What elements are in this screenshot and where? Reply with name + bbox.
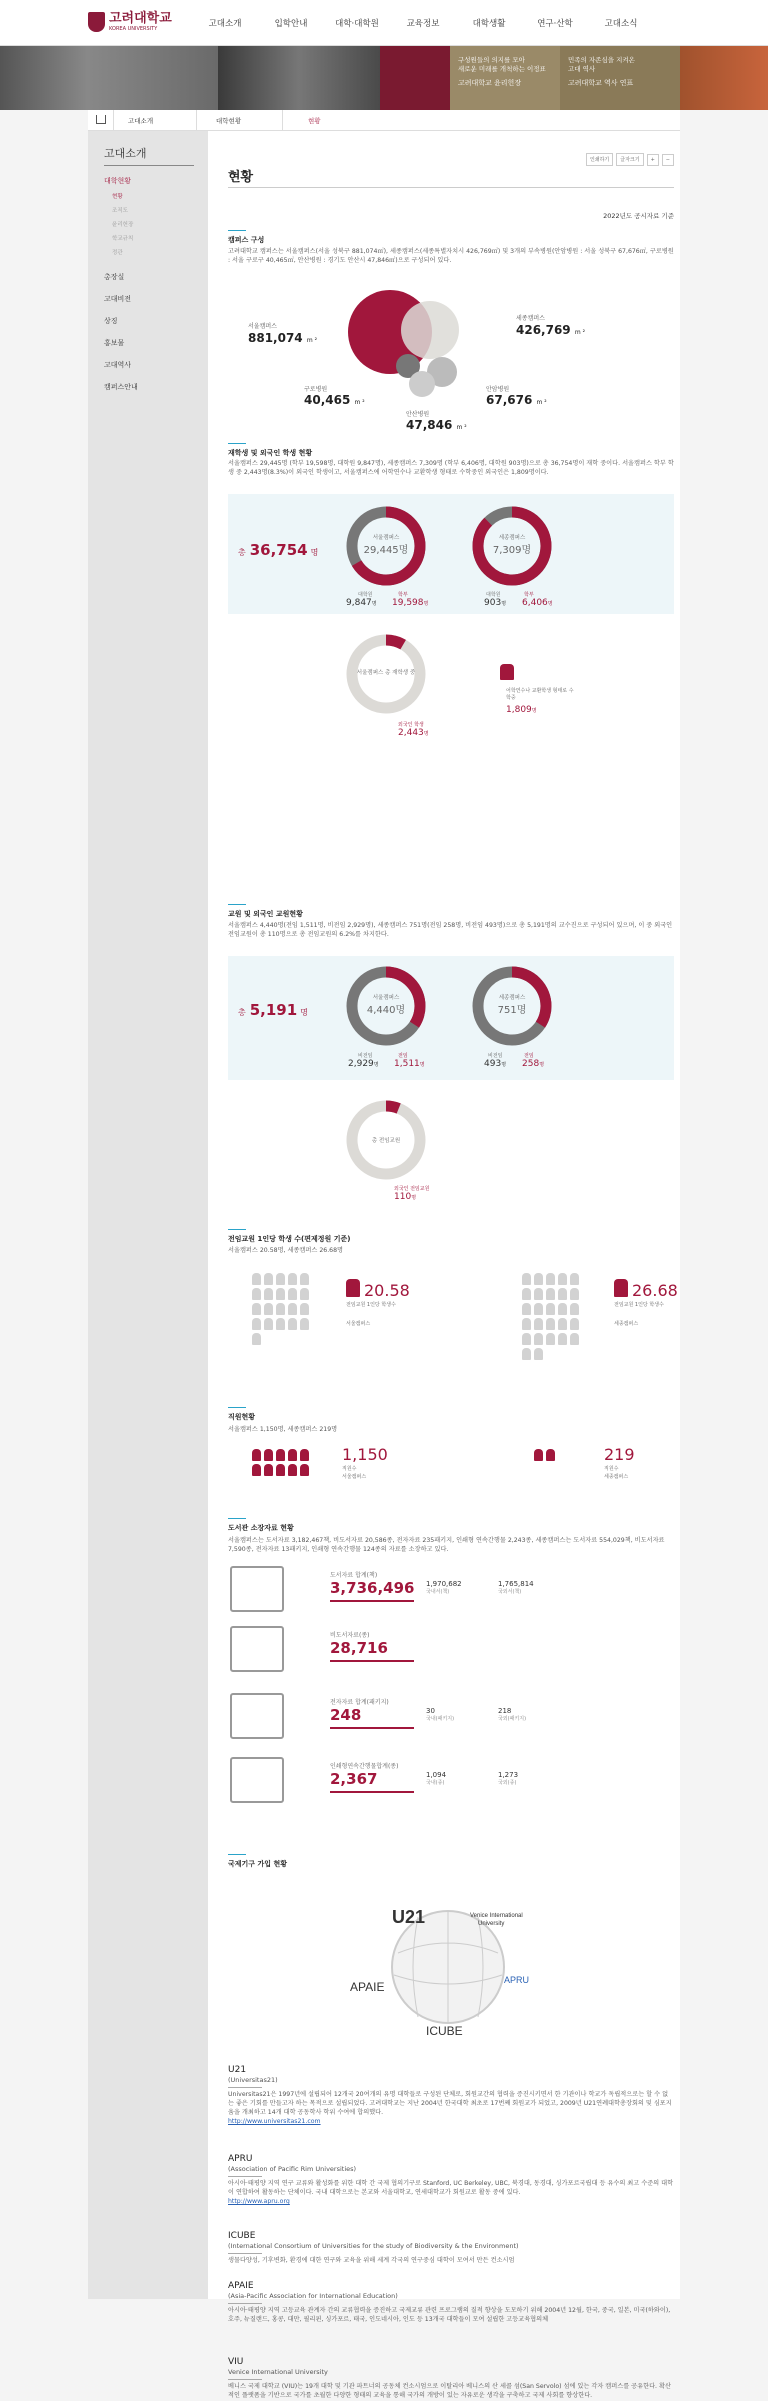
library-sub-value: 1,273 국외(종) bbox=[498, 1771, 519, 1786]
library-row-value: 248 bbox=[330, 1706, 362, 1724]
campus-value-guro: 40,465 m ² bbox=[304, 393, 365, 407]
library-icon bbox=[230, 1757, 284, 1803]
org-name: U21 bbox=[228, 2065, 247, 2075]
side-nav bbox=[88, 131, 208, 2299]
faculty-s-non-value: 2,929명 bbox=[348, 1059, 379, 1069]
library-row-label: 인쇄형연속간행물합계(종) bbox=[330, 1763, 399, 1770]
campus-label-ansan: 안산병원 bbox=[406, 411, 430, 418]
person-icon bbox=[276, 1318, 285, 1330]
side-sub-rules[interactable]: 학교규칙 bbox=[112, 236, 134, 242]
sejong-grad-value: 903명 bbox=[484, 598, 507, 608]
campus-value-anam: 67,676 m ² bbox=[486, 393, 547, 407]
breadcrumb-2[interactable]: 대학현황 bbox=[216, 117, 242, 125]
faculty-foreign-center: 총 전임교원 bbox=[371, 1138, 401, 1144]
person-icon bbox=[300, 1318, 309, 1330]
foreign-student-value: 2,443명 bbox=[398, 728, 429, 738]
exchange-value: 1,809명 bbox=[506, 705, 537, 715]
person-icon bbox=[276, 1449, 285, 1461]
crest-icon bbox=[88, 12, 105, 32]
library-row-underline bbox=[330, 1791, 414, 1793]
faculty-sejong-label: 세종캠퍼스 bbox=[498, 995, 526, 1001]
ratio-desc: 서울캠퍼스 20.58명, 세종캠퍼스 26.68명 bbox=[228, 1247, 344, 1254]
person-icon bbox=[546, 1303, 555, 1315]
org-full-name: (Universitas21) bbox=[228, 2076, 278, 2084]
sejong-total: 7,309명 bbox=[492, 545, 532, 556]
library-sub-value: 218 국외(패키지) bbox=[498, 1707, 527, 1722]
staff-sejong-campus: 세종캠퍼스 bbox=[604, 1474, 629, 1480]
org-name: ICUBE bbox=[228, 2231, 256, 2241]
library-sub-value: 1,094 국내(종) bbox=[426, 1771, 447, 1786]
side-item-vision[interactable]: 고대비전 bbox=[104, 295, 132, 303]
person-icon bbox=[276, 1273, 285, 1285]
org-item bbox=[228, 2065, 674, 2125]
menu-research[interactable]: 연구·산학 bbox=[537, 19, 573, 29]
person-icon bbox=[570, 1333, 579, 1345]
person-icon bbox=[522, 1348, 531, 1360]
org-full-name: (Association of Pacific Rim Universities) bbox=[228, 2165, 357, 2173]
library-sub-value: 1,970,682 국내서(책) bbox=[426, 1580, 462, 1595]
person-icon bbox=[558, 1333, 567, 1345]
menu-admission[interactable]: 입학안내 bbox=[274, 19, 308, 29]
person-icon bbox=[558, 1318, 567, 1330]
side-sub-org[interactable]: 조직도 bbox=[112, 208, 128, 214]
logo-name: 고려대학교 bbox=[109, 11, 172, 26]
org-name: APRU bbox=[228, 2154, 253, 2164]
person-icon bbox=[522, 1273, 531, 1285]
seoul-total: 29,445명 bbox=[363, 545, 409, 556]
person-icon bbox=[534, 1318, 543, 1330]
sejong-grad-label: 대학원 bbox=[486, 592, 501, 598]
staff-grid-seoul bbox=[252, 1449, 309, 1476]
main-menu bbox=[192, 17, 654, 29]
person-icon bbox=[264, 1303, 273, 1315]
side-item-status[interactable]: 대학현황 bbox=[104, 177, 132, 185]
org-item bbox=[228, 2281, 674, 2325]
library-desc: 서울캠퍼스는 도서자료 3,182,467책, 비도서자료 20,586종, 전자자료 235패키지, 인쇄형 연속간행물 2,243종, 세종캠퍼스는 도서자료 554,029책, 비도서자료 7,590종, 전자자료 13패키지, 인쇄형 연속간행물 124종의 자료를 소장하고 있다. bbox=[228, 1537, 665, 1553]
students-desc: 서울캠퍼스 29,445명 (학부 19,598명, 대학원 9,847명), 세종캠퍼스 7,309명 (학부 6,406명, 대학원 903명)으로 총 36,754명이 재학 중이다. 서울캠퍼스 학부 학생 중 2,443명(8.3%)이 외국인 학생이고, 서울캠퍼스에 어학연수나 교환학생 형태로 수학중인 외국인은 1,809명이다. bbox=[228, 460, 674, 476]
breadcrumb-1[interactable]: 고대소개 bbox=[128, 117, 154, 125]
breadcrumb bbox=[88, 110, 680, 131]
faculty-total: 총 5,191 명 bbox=[238, 1001, 308, 1019]
banner2-line1: 민족의 자존심을 지켜온 bbox=[568, 56, 635, 64]
person-icon bbox=[252, 1288, 261, 1300]
person-icon bbox=[288, 1303, 297, 1315]
staff-seoul-caption: 직원수 bbox=[342, 1466, 357, 1472]
library-icon bbox=[230, 1566, 284, 1612]
banner-photo-red bbox=[380, 46, 450, 110]
library-row-label: 전자자료 합계(패키지) bbox=[330, 1699, 389, 1706]
library-sub-value: 1,765,814 국외서(책) bbox=[498, 1580, 534, 1595]
sejong-ug-label: 학부 bbox=[524, 592, 534, 598]
faculty-j-non-label: 비전임 bbox=[488, 1053, 503, 1059]
foreign-student-label: 외국인 학생 bbox=[398, 722, 424, 728]
library-row-label: 비도서자료(종) bbox=[330, 1632, 370, 1639]
banner1-line2: 새로운 미래를 개척하는 이정표 bbox=[458, 65, 546, 74]
person-icon bbox=[546, 1288, 555, 1300]
person-icon bbox=[288, 1464, 297, 1476]
staff-title: 직원현황 bbox=[228, 1413, 256, 1421]
home-icon[interactable] bbox=[96, 115, 106, 124]
org-desc: Universitas21은 1997년에 설립되어 12개국 20여개의 유명 대학들로 구성된 단체로, 회원교간의 협력을 증진시키면서 한 기관이나 학교가 독립적으로는 할 수 없는 좋은 기회를 만들고자 하는 목적으로 설립되었다. 고려대학교는 지난 2004년 한국대학 최초로 17번째 회원교가 되었고, 2009년 U21연례대학총장회의 및 심포지움을 개최하고 14개 대학 공동학사 학위 수여에 합의했다. bbox=[228, 2091, 672, 2116]
person-icon bbox=[558, 1273, 567, 1285]
person-icon bbox=[264, 1318, 273, 1330]
person-icon bbox=[522, 1318, 531, 1330]
org-item bbox=[228, 2231, 674, 2266]
org-name: APAIE bbox=[228, 2281, 254, 2291]
person-icon bbox=[546, 1273, 555, 1285]
library-row-value: 3,736,496 bbox=[330, 1579, 415, 1597]
font-minus-button[interactable]: − bbox=[662, 154, 674, 166]
library-row-value: 28,716 bbox=[330, 1639, 388, 1657]
banner-photo-right bbox=[680, 46, 768, 110]
org-desc: 아시아·태평양 지역 연구 교류와 활성화를 위한 대학 간 국제 협의기구로 Stanford, UC Berkeley, UBC, 북경대, 동경대, 싱가포르국립대 등 유수의 최고 수준의 대학이 연합하여 활동하는 단체이다. 국내 대학으로는 본교와 서울대학교, 연세대학교가 회원교로 활동 중에 있다. bbox=[228, 2180, 674, 2196]
person-icon bbox=[534, 1333, 543, 1345]
person-icon bbox=[534, 1449, 543, 1461]
person-icon bbox=[252, 1303, 261, 1315]
person-icon bbox=[252, 1333, 261, 1345]
library-icon bbox=[230, 1626, 284, 1672]
staff-grid-sejong bbox=[534, 1449, 555, 1461]
person-icon bbox=[288, 1288, 297, 1300]
logo-viu: Venice International bbox=[470, 1913, 523, 1919]
person-icon bbox=[522, 1333, 531, 1345]
ratio-seoul-campus: 서울캠퍼스 bbox=[346, 1321, 371, 1327]
ratio-sejong-value: 26.68 bbox=[632, 1281, 678, 1300]
campus-value-sejong: 426,769 m ² bbox=[516, 323, 586, 337]
faculty-title: 교원 및 외국인 교원현황 bbox=[228, 910, 303, 918]
banner-photo-left bbox=[0, 46, 218, 110]
person-icon bbox=[300, 1273, 309, 1285]
logo-apru: APRU bbox=[504, 1975, 530, 1985]
seoul-grad-value: 9,847명 bbox=[346, 598, 377, 608]
faculty-seoul-label: 서울캠퍼스 bbox=[372, 995, 400, 1001]
campus-desc: 고려대학교 캠퍼스는 서울캠퍼스(서울 성북구 881,074㎡), 세종캠퍼스(세종특별자치시 426,769㎡) 및 3개의 부속병원(안암병원 : 서울 성북구 67,676㎡, 구로병원 : 서울 구로구 40,465㎡, 안산병원 : 경기도 안산시 47,846㎡)으로 구성되어 있다. bbox=[228, 248, 674, 264]
org-item bbox=[228, 2154, 674, 2205]
exchange-label: 어학연수나 교환학생 형태로 수학중 bbox=[506, 688, 574, 701]
intl-logo-globe bbox=[348, 1893, 548, 2038]
breadcrumb-3[interactable]: 현황 bbox=[308, 117, 321, 125]
person-icon bbox=[570, 1288, 579, 1300]
org-name: VIU bbox=[228, 2357, 244, 2367]
person-icon bbox=[252, 1273, 261, 1285]
side-sub-ethics[interactable]: 윤리헌장 bbox=[112, 222, 134, 228]
font-plus-button[interactable]: + bbox=[647, 154, 659, 166]
library-icon bbox=[230, 1693, 284, 1739]
person-icon bbox=[558, 1303, 567, 1315]
ratio-seoul-value: 20.58 bbox=[364, 1281, 410, 1300]
staff-seoul-value: 1,150 bbox=[342, 1445, 388, 1464]
faculty-foreign-label: 외국인 전임교원 bbox=[394, 1186, 430, 1192]
base-year: 2022년도 공시자료 기준 bbox=[603, 212, 674, 220]
person-icon bbox=[276, 1464, 285, 1476]
person-icon bbox=[570, 1273, 579, 1285]
person-icon bbox=[276, 1303, 285, 1315]
faculty-j-full-value: 258명 bbox=[522, 1059, 545, 1069]
banner1-line1: 구성원들의 의지를 모아 bbox=[458, 56, 525, 64]
faculty-seoul-total: 4,440명 bbox=[366, 1005, 406, 1016]
banner2-title: 고려대학교 역사 연표 bbox=[568, 78, 634, 87]
bubble-sejong bbox=[401, 301, 459, 359]
person-icon bbox=[300, 1303, 309, 1315]
campus-value-seoul: 881,074 m ² bbox=[248, 331, 318, 345]
person-icon bbox=[300, 1449, 309, 1461]
person-icon bbox=[252, 1464, 261, 1476]
person-icon bbox=[288, 1273, 297, 1285]
person-icon bbox=[264, 1288, 273, 1300]
side-item-campus[interactable]: 캠퍼스안내 bbox=[104, 383, 138, 391]
seoul-ug-label: 학부 bbox=[398, 592, 408, 598]
person-icon bbox=[558, 1288, 567, 1300]
person-icon bbox=[276, 1288, 285, 1300]
staff-seoul-campus: 서울캠퍼스 bbox=[342, 1474, 367, 1480]
person-icon bbox=[500, 664, 514, 680]
menu-campus-life[interactable]: 대학생활 bbox=[472, 19, 506, 29]
ratio-sejong-caption: 전임교원 1인당 학생수 bbox=[614, 1302, 664, 1308]
person-icon bbox=[264, 1449, 273, 1461]
person-icon bbox=[288, 1318, 297, 1330]
toolbar bbox=[586, 153, 674, 166]
banner-link-history[interactable] bbox=[560, 46, 680, 110]
person-icon bbox=[264, 1464, 273, 1476]
library-title: 도서관 소장자료 현황 bbox=[228, 1524, 294, 1532]
library-row-underline bbox=[330, 1660, 414, 1662]
library-row-underline bbox=[330, 1727, 414, 1729]
sejong-ug-value: 6,406명 bbox=[522, 598, 553, 608]
side-item-symbol[interactable]: 상징 bbox=[104, 317, 118, 325]
seoul-label: 서울캠퍼스 bbox=[372, 535, 400, 541]
ratio-grid-seoul bbox=[252, 1273, 309, 1345]
staff-sejong-value: 219 bbox=[604, 1445, 635, 1464]
person-icon bbox=[522, 1288, 531, 1300]
person-icon bbox=[522, 1303, 531, 1315]
person-icon bbox=[570, 1303, 579, 1315]
university-logo[interactable] bbox=[88, 12, 172, 32]
menu-education[interactable]: 교육정보 bbox=[406, 19, 440, 29]
org-item bbox=[228, 2357, 674, 2401]
faculty-s-full-value: 1,511명 bbox=[394, 1059, 425, 1069]
banner-link-ethics[interactable] bbox=[450, 46, 560, 110]
ratio-title: 전임교원 1인당 학생 수(편제정원 기준) bbox=[228, 1235, 351, 1243]
faculty-s-non-label: 비전임 bbox=[358, 1053, 373, 1059]
person-icon bbox=[534, 1303, 543, 1315]
person-icon bbox=[264, 1273, 273, 1285]
campus-label-seoul: 서울캠퍼스 bbox=[248, 323, 277, 330]
foreign-center-label: 서울캠퍼스 총 재학생 중 bbox=[356, 670, 416, 676]
side-item-pr[interactable]: 홍보물 bbox=[104, 339, 125, 347]
org-link[interactable]: http://www.universitas21.com bbox=[228, 2117, 321, 2125]
side-sub-charter[interactable]: 정관 bbox=[112, 250, 123, 256]
faculty-j-full-label: 전임 bbox=[524, 1053, 534, 1059]
ratio-seoul-person-icon bbox=[346, 1279, 360, 1297]
person-icon bbox=[300, 1464, 309, 1476]
menu-news[interactable]: 고대소식 bbox=[604, 19, 638, 29]
svg-text:University: University bbox=[478, 1921, 505, 1927]
faculty-sejong-total: 751명 bbox=[497, 1005, 527, 1016]
bubble-ansan bbox=[409, 371, 435, 397]
person-icon bbox=[534, 1288, 543, 1300]
logo-icube: ICUBE bbox=[426, 2024, 463, 2038]
org-desc: 아시아·태평양 지역 고등교육 관계자 간의 교류협력을 증진하고 국제교류 관련 프로그램의 질적 향상을 도모하기 위해 2004년 12월, 한국, 중국, 일본, 미국(하와이), 호주, 뉴질랜드, 홍콩, 대만, 필리핀, 싱가포르, 태국, 인도네시아, 인도 등 13개국 대학들이 모여 설립한 고등교육협의체 bbox=[228, 2307, 671, 2323]
person-icon bbox=[252, 1318, 261, 1330]
person-icon bbox=[300, 1288, 309, 1300]
ratio-seoul-caption: 전임교원 1인당 학생수 bbox=[346, 1302, 396, 1308]
menu-about[interactable]: 고대소개 bbox=[208, 19, 242, 29]
campus-label-sejong: 세종캠퍼스 bbox=[516, 315, 545, 322]
side-item-history[interactable]: 고대역사 bbox=[104, 361, 132, 369]
banner1-title: 고려대학교 윤리헌장 bbox=[458, 78, 522, 87]
ratio-sejong-campus: 세종캠퍼스 bbox=[614, 1321, 639, 1327]
side-sub-current[interactable]: 현황 bbox=[112, 194, 123, 200]
banner2-line2: 고대 역사 bbox=[568, 65, 596, 74]
person-icon bbox=[252, 1449, 261, 1461]
students-total: 총 36,754 명 bbox=[238, 541, 319, 559]
library-row-value: 2,367 bbox=[330, 1770, 378, 1788]
campus-label-guro: 구로병원 bbox=[304, 386, 328, 393]
org-desc: 생물다양성, 기후변화, 환경에 대한 연구와 교육을 위해 세계 각국의 연구중심 대학이 모여서 만든 컨소시엄 bbox=[228, 2257, 515, 2264]
faculty-desc: 서울캠퍼스 4,440명(전임 1,511명, 비전임 2,929명), 세종캠퍼스 751명(전임 258명, 비전임 493명)으로 총 5,191명의 교수진으로 구성되어 있으며, 이 중 외국인 전임교원이 총 110명으로 총 전임교원의 6.2%를 차지한다. bbox=[228, 922, 673, 938]
main-content bbox=[208, 131, 680, 2399]
logo-sub: KOREA UNIVERSITY bbox=[109, 26, 158, 32]
library-row-underline bbox=[330, 1600, 414, 1602]
person-icon bbox=[534, 1348, 543, 1360]
person-icon bbox=[534, 1273, 543, 1285]
side-nav-title: 고대소개 bbox=[104, 147, 147, 160]
faculty-j-non-value: 493명 bbox=[484, 1059, 507, 1069]
intl-title: 국제기구 가입 현황 bbox=[228, 1860, 287, 1868]
side-item-president[interactable]: 총장실 bbox=[104, 273, 125, 281]
person-icon bbox=[546, 1333, 555, 1345]
campus-label-anam: 안암병원 bbox=[486, 386, 510, 393]
staff-sejong-caption: 직원수 bbox=[604, 1466, 619, 1472]
org-full-name: (International Consortium of Universities for the study of Biodiversity & the Environment) bbox=[228, 2242, 519, 2250]
faculty-foreign-value: 110명 bbox=[394, 1192, 417, 1202]
students-title: 재학생 및 외국인 학생 현황 bbox=[228, 449, 313, 457]
campus-title: 캠퍼스 구성 bbox=[228, 236, 265, 244]
library-sub-value: 30 국내(패키지) bbox=[426, 1707, 455, 1722]
ratio-sejong-person-icon bbox=[614, 1279, 628, 1297]
logo-apaie: APAIE bbox=[350, 1980, 385, 1994]
logo-u21: U21 bbox=[392, 1907, 426, 1927]
top-nav bbox=[0, 0, 768, 46]
ratio-grid-sejong bbox=[522, 1273, 579, 1360]
org-desc: 베니스 국제 대학교 (VIU)는 19개 대학 및 기관 파트너의 공동체 컨소시엄으로 이탈리아 베니스의 산 세콜 섬(San Servolo) 섬에 있는 각자 캠퍼스를 공유한다. 확산적인 플랫폼을 기반으로 국가를 초월한 다양한 형태의 교육을 통해 국가의 개방이 있는 자유로운 생각을 구축하고 국제 사회를 향상한다. bbox=[228, 2383, 671, 2399]
person-icon bbox=[546, 1318, 555, 1330]
staff-desc: 서울캠퍼스 1,150명, 세종캠퍼스 219명 bbox=[228, 1426, 338, 1433]
page-title: 현황 bbox=[228, 170, 254, 185]
faculty-s-full-label: 전임 bbox=[398, 1053, 408, 1059]
person-icon bbox=[570, 1318, 579, 1330]
banner-photo-students bbox=[218, 46, 380, 110]
person-icon bbox=[546, 1449, 555, 1461]
org-link[interactable]: http://www.apru.org bbox=[228, 2197, 290, 2205]
seoul-ug-value: 19,598명 bbox=[392, 598, 429, 608]
person-icon bbox=[288, 1449, 297, 1461]
sejong-label: 세종캠퍼스 bbox=[498, 535, 526, 541]
seoul-grad-label: 대학원 bbox=[358, 592, 373, 598]
print-button[interactable]: 인쇄하기 bbox=[586, 153, 613, 166]
font-size-label: 글자크기 bbox=[616, 153, 643, 166]
library-row-label: 도서자료 합계(책) bbox=[330, 1572, 378, 1579]
org-full-name: (Asia-Pacific Association for International Education) bbox=[228, 2292, 398, 2300]
menu-colleges[interactable]: 대학·대학원 bbox=[335, 19, 379, 29]
campus-value-ansan: 47,846 m ² bbox=[406, 418, 467, 432]
banner bbox=[0, 46, 768, 110]
org-full-name: Venice International University bbox=[228, 2368, 328, 2376]
